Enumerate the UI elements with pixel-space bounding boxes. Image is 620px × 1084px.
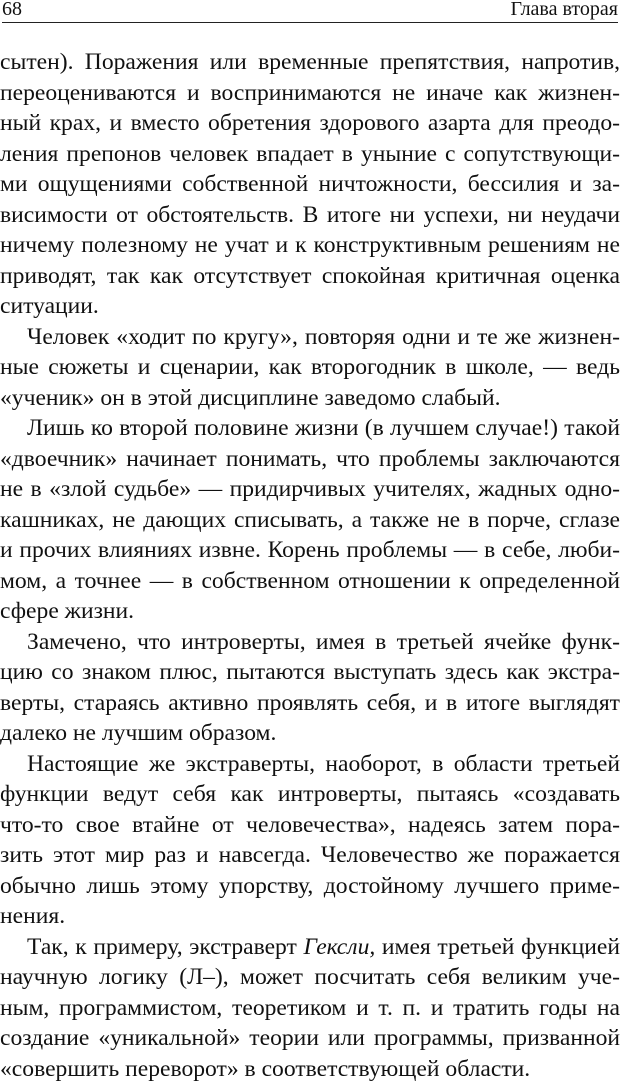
text-line: ным, программистом, теоретиком и т. п. и тратить годы на: [0, 993, 620, 1024]
text-line: ный крах, и вместо обретения здорового азарта для преодо-: [0, 108, 620, 139]
text-line: сытен). Поражения или временные препятствия, напротив,: [0, 47, 620, 78]
text-line: ситуации.: [0, 291, 620, 322]
text-line: приводят, так как отсутствует спокойная критичная оценка: [0, 261, 620, 292]
text-segment: Так, к примеру, экстраверт: [27, 934, 303, 960]
text-line: Замечено, что интроверты, имея в третьей ячейке функ-: [0, 627, 620, 658]
text-line: и прочих влияниях извне. Корень проблемы — в себе, люби-: [0, 535, 620, 566]
page-number: 68: [2, 0, 22, 19]
text-line: что-то свое втайне от человечества», надеясь затем пора-: [0, 810, 620, 841]
text-line: Настоящие же экстраверты, наоборот, в области третьей: [0, 749, 620, 780]
text-line: «двоечник» начинает понимать, что проблемы заключаются: [0, 444, 620, 475]
text-line: обычно лишь этому упорству, достойному лучшего приме-: [0, 871, 620, 902]
text-line: функции ведут себя как интроверты, пытаясь «создавать: [0, 779, 620, 810]
text-line: «ученик» он в этой дисциплине заведомо слабый.: [0, 383, 620, 414]
text-line: ления препонов человек впадает в уныние с сопутствующи-: [0, 139, 620, 170]
text-line: висимости от обстоятельств. В итоге ни успехи, ни неудачи: [0, 200, 620, 231]
text-line: зить этот мир раз и навсегда. Человечество же поражается: [0, 840, 620, 871]
text-line: сфере жизни.: [0, 596, 620, 627]
text-line: кашниках, не дающих списывать, а также не в порче, сглазе: [0, 505, 620, 536]
text-line: ные сюжеты и сценарии, как второгодник в школе, — ведь: [0, 352, 620, 383]
text-line: создание «уникальной» теории или программы, призванной: [0, 1023, 620, 1054]
text-line: далеко не лучшим образом.: [0, 718, 620, 749]
text-line: научную логику (Л–), может посчитать себя великим уче-: [0, 962, 620, 993]
running-header: [2, 0, 618, 23]
text-line: переоцениваются и воспринимаются не иначе как жизнен-: [0, 78, 620, 109]
text-line: нения.: [0, 901, 620, 932]
text-segment: имея третьей функцией: [375, 934, 620, 960]
body-text: [0, 47, 620, 1084]
text-line: не в «злой судьбе» — придирчивых учителях, жадных одно-: [0, 474, 620, 505]
text-line: ми ощущениями собственной ничтожности, бессилия и за-: [0, 169, 620, 200]
text-line: мом, а точнее — в собственном отношении к определенной: [0, 566, 620, 597]
text-line: Человек «ходит по кругу», повторяя одни и те же жизнен-: [0, 322, 620, 353]
text-line: ничему полезному не учат и к конструктивным решениям не: [0, 230, 620, 261]
chapter-title: Глава вторая: [511, 0, 618, 19]
text-line: цию со знаком плюс, пытаются выступать здесь как экстра-: [0, 657, 620, 688]
italic-name: Гексли,: [303, 934, 375, 960]
text-line: верты, стараясь активно проявлять себя, и в итоге выглядят: [0, 688, 620, 719]
text-line: [0, 932, 620, 963]
text-line: «совершить переворот» в соответствующей области.: [0, 1054, 620, 1084]
text-line: Лишь ко второй половине жизни (в лучшем случае!) такой: [0, 413, 620, 444]
